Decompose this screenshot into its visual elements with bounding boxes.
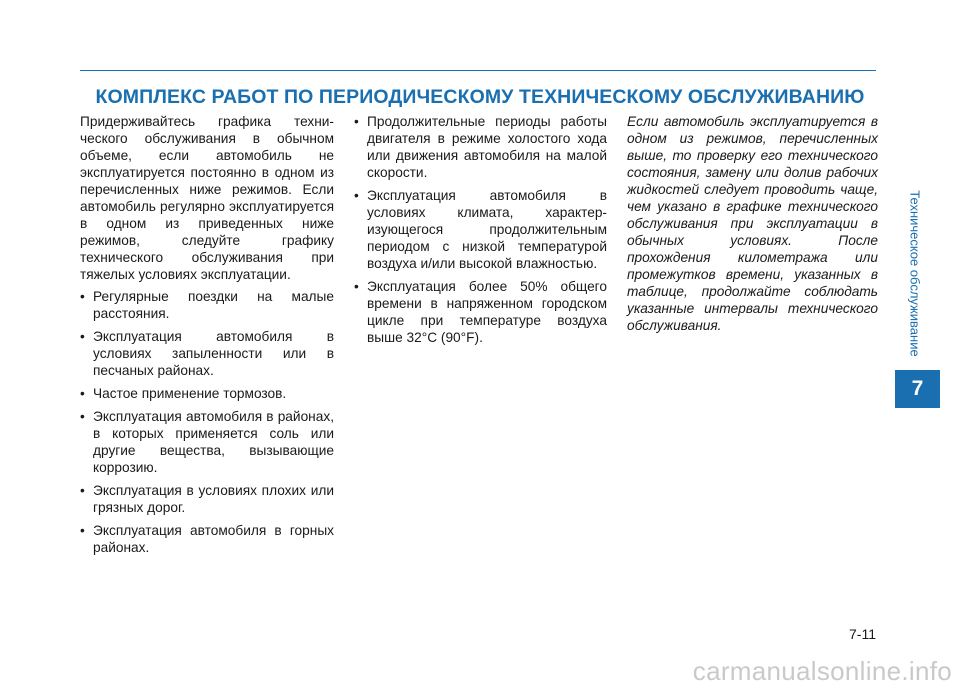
header-rule bbox=[80, 70, 876, 71]
list-item: • Эксплуатация автомобиля в горных районах. bbox=[80, 522, 334, 556]
right-column bbox=[627, 113, 878, 339]
list-item: • Эксплуатация более 50% общего времени в напряженном городском цикле при температуре воздуха выше 32°C (90°F). bbox=[354, 278, 607, 346]
page-number: 7-11 bbox=[849, 626, 876, 642]
left-column bbox=[80, 113, 334, 562]
conditions-list-left bbox=[80, 288, 334, 556]
intro-paragraph: Придерживайтесь графика техни-ческого обслуживания в обычном объеме, если автомобиль не эксплуатируется постоянно в одном из перечисленных ниже режимов. Если автомобиль регулярно эксплуатируется в одном из приведенных ниже режимов, следуйте графику технического обслуживания при тяжелых условиях эксплуатации. bbox=[80, 114, 334, 282]
list-item: • Регулярные поездки на малые расстояния. bbox=[80, 288, 334, 322]
watermark-text: carmanualsonline.info bbox=[692, 656, 952, 686]
italic-note: Если автомобиль эксплуатируется в одном из режимов, перечисленных выше, то проверку его технического состояния, замену или долив рабочих жидкостей следует проводить чаще, чем указано в графике технического обслуживания при эксплуатации в обычных условиях. После прохождения километража или промежутков времени, указанных в таблице, продолжайте соблюдать указанные интервалы технического обслуживания. bbox=[627, 114, 878, 333]
list-item: • Эксплуатация в условиях плохих или грязных дорог. bbox=[80, 482, 334, 516]
chapter-number-badge: 7 bbox=[895, 370, 940, 408]
list-item: • Эксплуатация автомобиля в районах, в которых применяется соль или другие вещества, вызывающие коррозию. bbox=[80, 408, 334, 476]
conditions-list-middle bbox=[354, 113, 607, 346]
list-item: • Продолжительные периоды работы двигателя в режиме холостого хода или движения автомобиля на малой скорости. bbox=[354, 113, 607, 181]
list-item: • Эксплуатация автомобиля в условиях климата, характер-изующегося продолжительным периодом с низкой температурой воздуха и/или высокой влажностью. bbox=[354, 187, 607, 272]
section-title: КОМПЛЕКС РАБОТ ПО ПЕРИОДИЧЕСКОМУ ТЕХНИЧЕСКОМУ ОБСЛУЖИВАНИЮ bbox=[95, 86, 865, 108]
side-tab-label bbox=[904, 178, 926, 368]
list-item: • Эксплуатация автомобиля в условиях запыленности или в песчаных районах. bbox=[80, 328, 334, 379]
side-tab-label-text: Техническое обслуживание bbox=[907, 189, 923, 357]
list-item: • Частое применение тормозов. bbox=[80, 385, 334, 402]
middle-column bbox=[354, 113, 607, 352]
